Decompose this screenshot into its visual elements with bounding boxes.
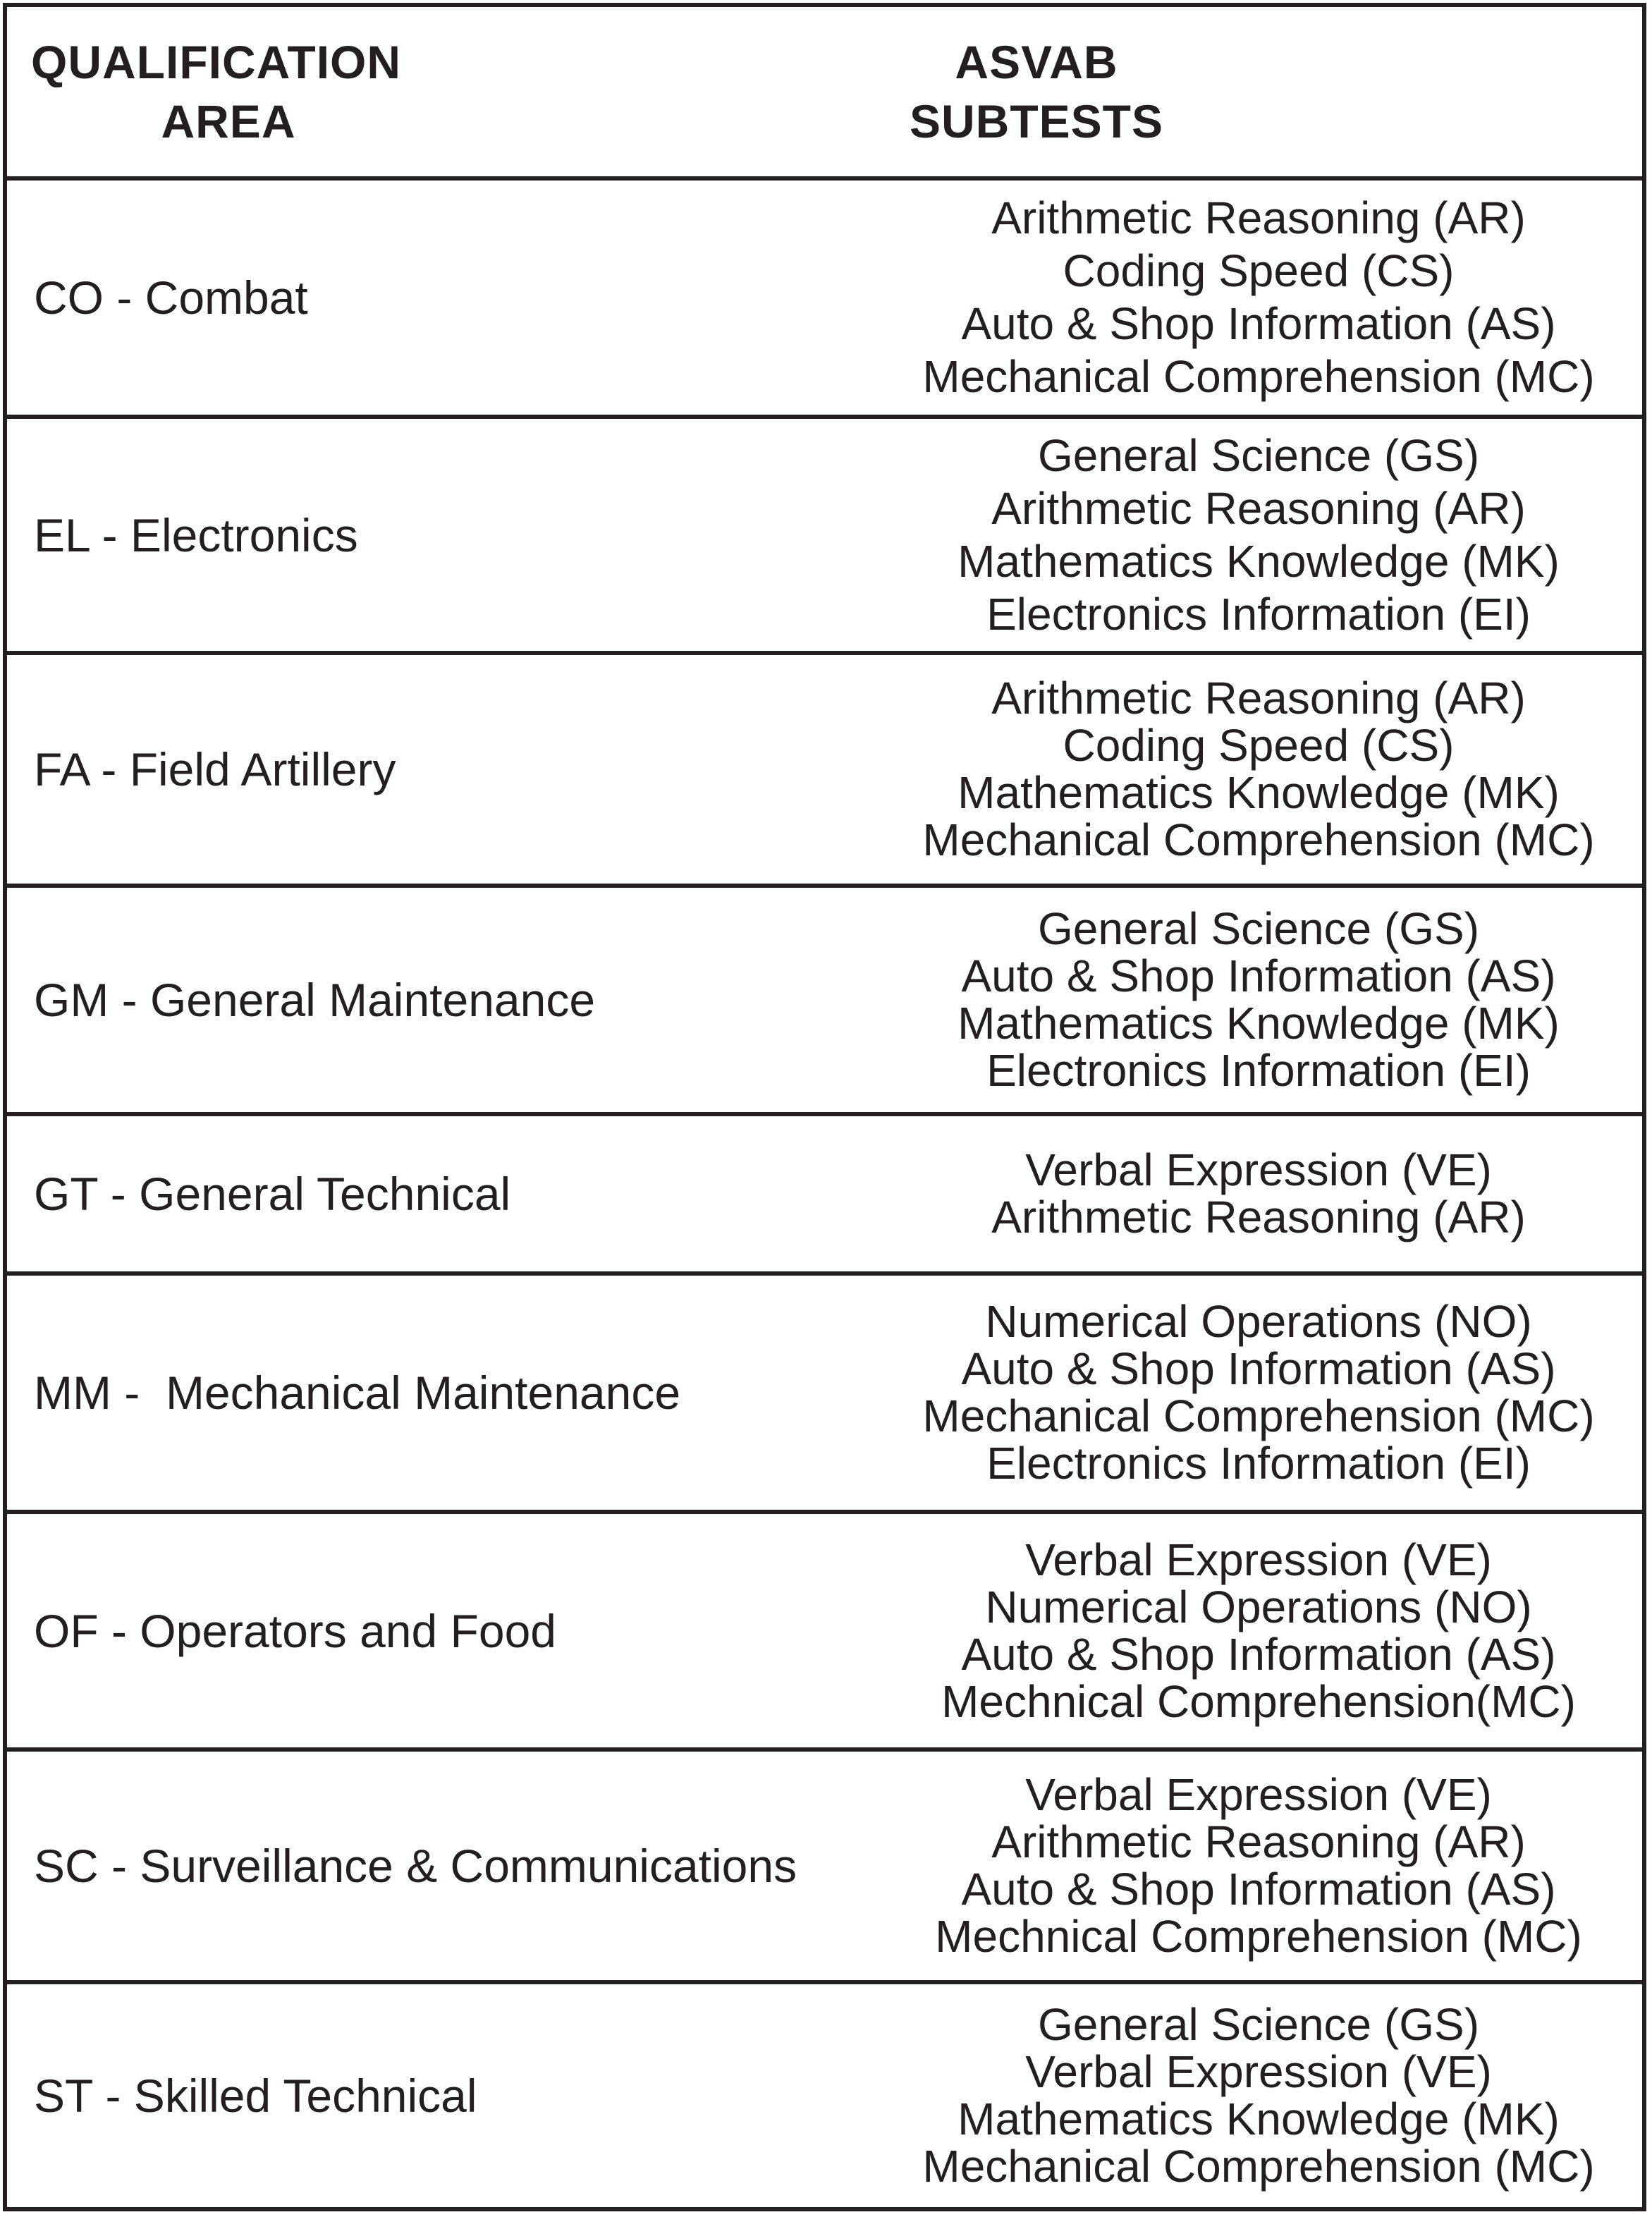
subtest-item: Auto & Shop Information (AS) [961,951,1556,1001]
table-row [7,1112,1642,1271]
subtest-item: Mechanical Comprehension (MC) [922,2141,1595,2192]
qualification-area: CO - Combat [34,271,308,324]
table-row [7,1271,1642,1510]
subtest-item: Arithmetic Reasoning (AR) [991,1816,1526,1867]
subtest-item: General Science (GS) [1037,429,1480,481]
subtest-item: Mechanical Comprehension (MC) [922,351,1595,402]
subtest-item: Arithmetic Reasoning (AR) [991,673,1526,723]
subtest-list [867,419,1650,651]
subtest-item: Mathematics Knowledge (MK) [957,998,1560,1049]
subtest-list [867,655,1650,884]
subtest-item: Arithmetic Reasoning (AR) [991,482,1526,534]
subtest-item: Electronics Information (EI) [986,588,1531,640]
subtest-list [867,1276,1650,1510]
subtest-item: Numerical Operations (NO) [985,1296,1532,1347]
subtest-list [867,1116,1650,1271]
subtest-item: Verbal Expression (VE) [1025,1534,1492,1585]
qualification-area: ST - Skilled Technical [34,2070,477,2122]
subtest-item: Auto & Shop Information (AS) [961,1343,1556,1394]
subtest-item: General Science (GS) [1037,903,1480,954]
subtest-item: Electronics Information (EI) [986,1045,1531,1096]
qualification-area: EL - Electronics [34,508,358,561]
subtest-list [867,1984,1650,2207]
table-row [7,1510,1642,1747]
subtest-list [867,1752,1650,1980]
subtest-item: Auto & Shop Information (AS) [961,298,1556,349]
qualification-area: FA - Field Artillery [34,743,396,795]
subtest-item: Arithmetic Reasoning (AR) [991,1192,1526,1242]
column-header-subtests: ASVAB SUBTESTS [909,36,1164,147]
subtest-item: Mathematics Knowledge (MK) [957,535,1560,587]
subtest-item: Coding Speed (CS) [1063,720,1455,771]
table-row [7,1747,1642,1980]
subtest-item: Mechanical Comprehension (MC) [922,1391,1595,1441]
subtest-item: Verbal Expression (VE) [1025,1144,1492,1195]
subtest-item: Mechnical Comprehension (MC) [935,1911,1582,1962]
qualification-area: GM - General Maintenance [34,974,596,1026]
column-header-area: QUALIFICATION AREA [31,36,402,147]
subtest-list [867,181,1650,415]
table-row [7,884,1642,1112]
subtest-item: Mechanical Comprehension (MC) [922,814,1595,865]
subtest-item: General Science (GS) [1037,1999,1480,2050]
subtest-item: Auto & Shop Information (AS) [961,1628,1556,1680]
subtest-item: Verbal Expression (VE) [1025,1769,1492,1820]
table-header [7,7,1642,176]
subtest-item: Arithmetic Reasoning (AR) [991,193,1526,243]
subtest-item: Mathematics Knowledge (MK) [957,2094,1560,2144]
subtest-item: Coding Speed (CS) [1063,245,1455,296]
table-row [7,651,1642,884]
qualification-area: SC - Surveillance & Communications [34,1840,797,1892]
table-row [7,415,1642,651]
subtest-item: Mathematics Knowledge (MK) [957,767,1560,818]
subtest-item: Auto & Shop Information (AS) [961,1864,1556,1914]
qualification-table [3,3,1646,2211]
subtest-item: Mechnical Comprehension(MC) [941,1675,1576,1727]
subtest-item: Electronics Information (EI) [986,1438,1531,1489]
subtest-item: Verbal Expression (VE) [1025,2046,1492,2097]
subtest-list [867,1514,1650,1747]
subtest-item: Numerical Operations (NO) [985,1581,1532,1632]
table-row [7,1980,1642,2207]
qualification-area: GT - General Technical [34,1168,511,1220]
subtest-list [867,888,1650,1112]
qualification-area: OF - Operators and Food [34,1604,556,1657]
qualification-area: MM - Mechanical Maintenance [34,1367,681,1419]
table-row [7,176,1642,415]
